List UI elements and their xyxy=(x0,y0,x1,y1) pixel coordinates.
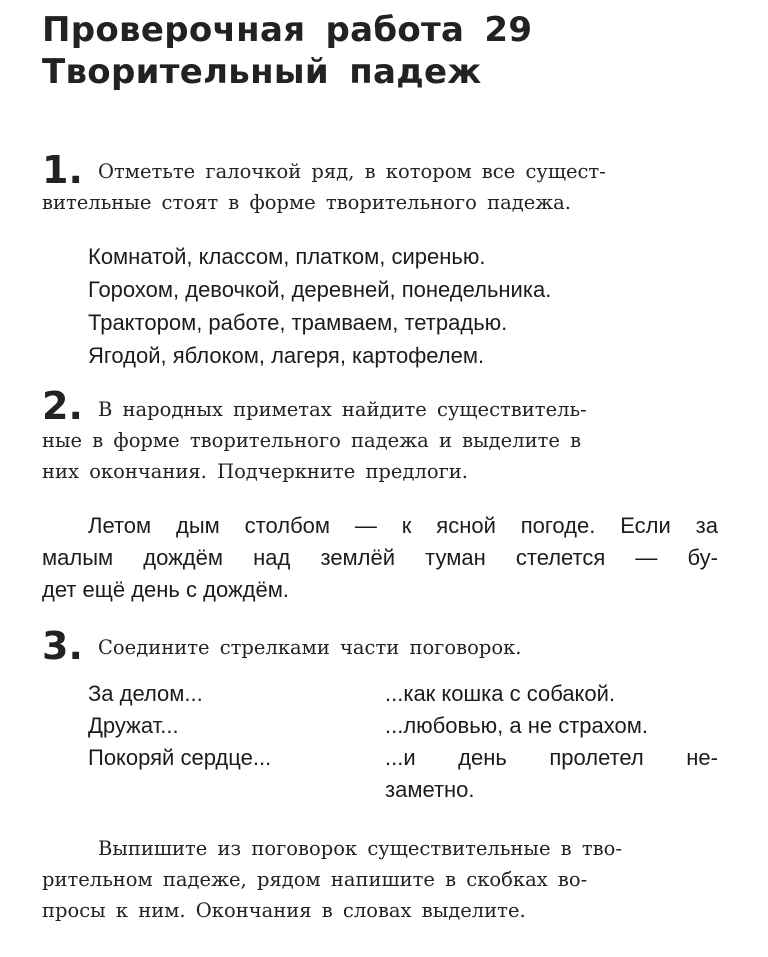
proverb-end[interactable]: ...и день пролетел не- xyxy=(385,745,718,770)
task1-option[interactable]: Ягодой, яблоком, лагеря, картофелем. xyxy=(88,343,485,368)
task1-option[interactable]: Комнатой, классом, платком, сиренью. xyxy=(88,244,486,269)
proverb-start[interactable]: Дружат... xyxy=(88,713,179,738)
task1-options xyxy=(88,240,551,372)
task1-option[interactable]: Трактором, работе, трамваем, тетрадью. xyxy=(88,310,508,335)
task2-instruction xyxy=(42,394,718,487)
proverb-start[interactable]: За делом... xyxy=(88,681,203,706)
task2-number: 2. xyxy=(42,384,83,428)
task3-instruction-text: Соедините стрелками части поговорок. xyxy=(98,636,522,659)
proverb-end-continuation: заметно. xyxy=(385,777,475,802)
task2-instruction-line: ные в форме творительного падежа и выделите в xyxy=(42,429,582,452)
task2-text-line: дет ещё день с дождём. xyxy=(42,577,289,602)
page-title: Проверочная работа 29 xyxy=(42,10,533,50)
task1-instruction-line2: вительные стоят в форме творительного падежа. xyxy=(42,191,572,214)
task1-number: 1. xyxy=(42,148,83,192)
task1-instruction xyxy=(42,156,718,218)
task3-followup-line: просы к ним. Окончания в словах выделите. xyxy=(42,899,526,922)
task3-followup-line: Выпишите из поговорок существительные в тво- xyxy=(98,837,622,860)
proverb-end[interactable]: ...любовью, а не страхом. xyxy=(385,713,649,738)
task3-instruction xyxy=(42,632,718,663)
task3-followup-line: рительном падеже, рядом напишите в скобках во- xyxy=(42,868,588,891)
task1-option[interactable]: Горохом, девочкой, деревней, понедельника. xyxy=(88,277,552,302)
task2-text xyxy=(42,510,718,606)
task2-instruction-line: В народных приметах найдите существитель- xyxy=(98,398,587,421)
proverb-start[interactable]: Покоряй сердце... xyxy=(88,745,272,770)
task1-instruction-line1: Отметьте галочкой ряд, в котором все сущест- xyxy=(98,160,606,183)
task3-right-parts xyxy=(385,678,718,806)
task3-left-parts xyxy=(88,678,271,774)
task2-text-line: малым дождём над землёй туман стелется — бу- xyxy=(42,545,718,570)
task3-followup xyxy=(42,833,718,926)
page-subtitle: Творительный падеж xyxy=(42,52,482,92)
task2-text-line: Летом дым столбом — к ясной погоде. Если за xyxy=(88,513,718,538)
task3-number: 3. xyxy=(42,624,83,668)
proverb-end[interactable]: ...как кошка с собакой. xyxy=(385,681,616,706)
task2-instruction-line: них окончания. Подчеркните предлоги. xyxy=(42,460,469,483)
